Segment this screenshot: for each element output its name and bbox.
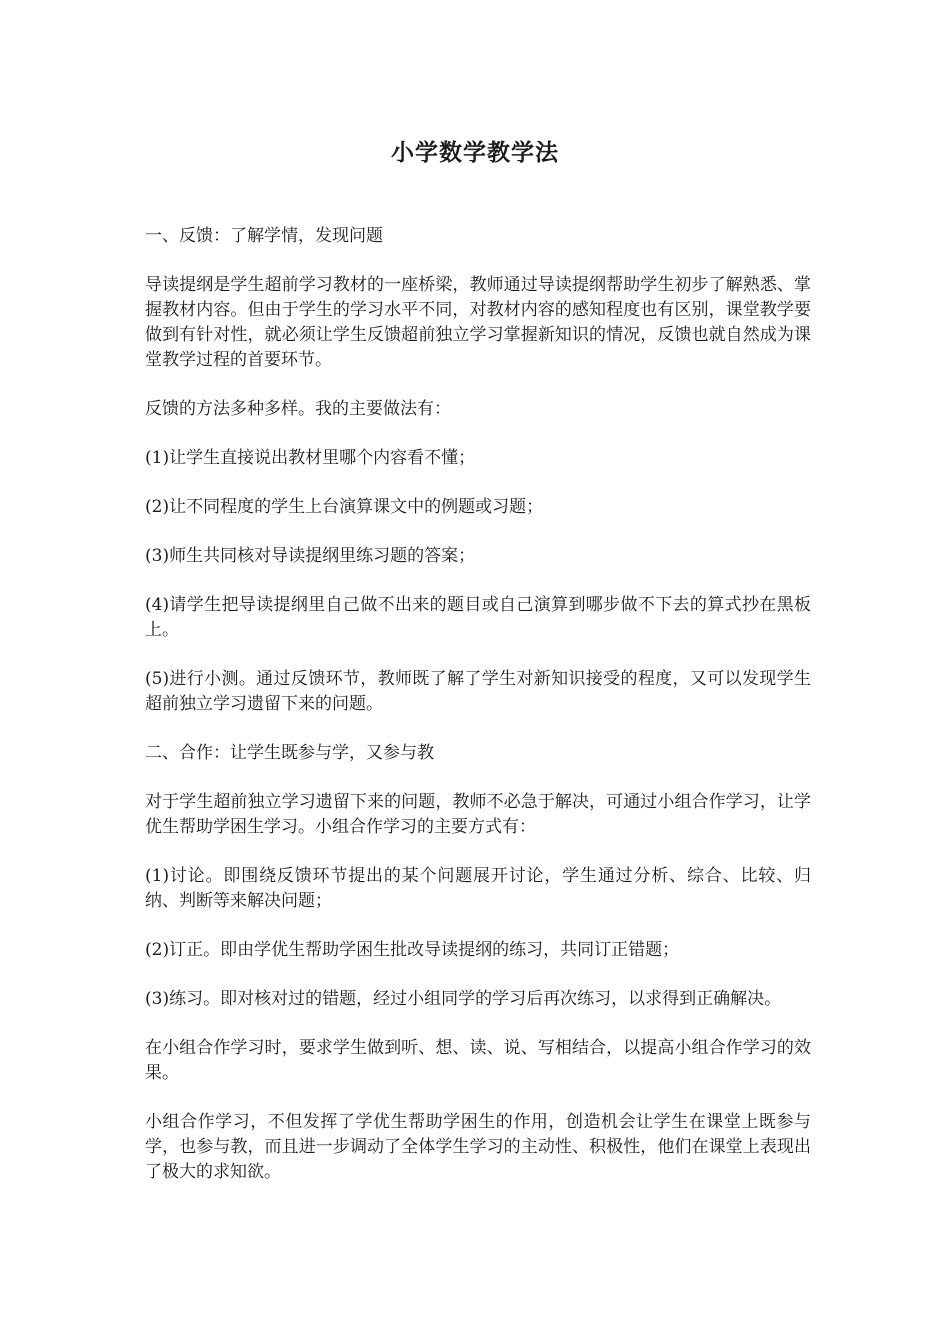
document-title: 小学数学教学法 xyxy=(391,139,559,166)
list-item: (1)讨论。即围绕反馈环节提出的某个问题展开讨论，学生通过分析、综合、比较、归纳、判断等来解决问题； xyxy=(145,866,811,911)
list-item: (5)进行小测。通过反馈环节，教师既了解了学生对新知识接受的程度，又可以发现学生超前独立学习遗留下来的问题。 xyxy=(145,669,811,714)
section-heading-cooperation: 二、合作：让学生既参与学，又参与教 xyxy=(145,743,434,763)
list-item: (2)让不同程度的学生上台演算课文中的例题或习题； xyxy=(145,497,544,517)
paragraph: 反馈的方法多种多样。我的主要做法有： xyxy=(145,399,451,419)
paragraph: 导读提纲是学生超前学习教材的一座桥梁，教师通过导读提纲帮助学生初步了解熟悉、掌握教材内容。但由于学生的学习水平不同，对教材内容的感知程度也有区别，课堂教学要做到有针对性，就必须让学生反馈超前独立学习掌握新知识的情况，反馈也就自然成为课堂教学过程的首要环节。 xyxy=(145,275,811,370)
list-item: (1)让学生直接说出教材里哪个内容看不懂； xyxy=(145,448,476,468)
list-item: (4)请学生把导读提纲里自己做不出来的题目或自己演算到哪步做不下去的算式抄在黑板上。 xyxy=(145,595,811,640)
list-item: (3)练习。即对核对过的错题，经过小组同学的学习后再次练习，以求得到正确解决。 xyxy=(145,989,782,1009)
list-item: (2)订正。即由学优生帮助学困生批改导读提纲的练习，共同订正错题； xyxy=(145,940,680,960)
paragraph: 在小组合作学习时，要求学生做到听、想、读、说、写相结合，以提高小组合作学习的效果。 xyxy=(145,1038,811,1083)
paragraph: 对于学生超前独立学习遗留下来的问题，教师不必急于解决，可通过小组合作学习，让学优生帮助学困生学习。小组合作学习的主要方式有： xyxy=(145,792,811,837)
document-body xyxy=(145,224,811,1209)
section-heading-feedback: 一、反馈：了解学情，发现问题 xyxy=(145,226,383,246)
paragraph: 小组合作学习，不但发挥了学优生帮助学困生的作用，创造机会让学生在课堂上既参与学，也参与教，而且进一步调动了全体学生学习的主动性、积极性，他们在课堂上表现出了极大的求知欲。 xyxy=(145,1112,811,1182)
list-item: (3)师生共同核对导读提纲里练习题的答案； xyxy=(145,546,476,566)
